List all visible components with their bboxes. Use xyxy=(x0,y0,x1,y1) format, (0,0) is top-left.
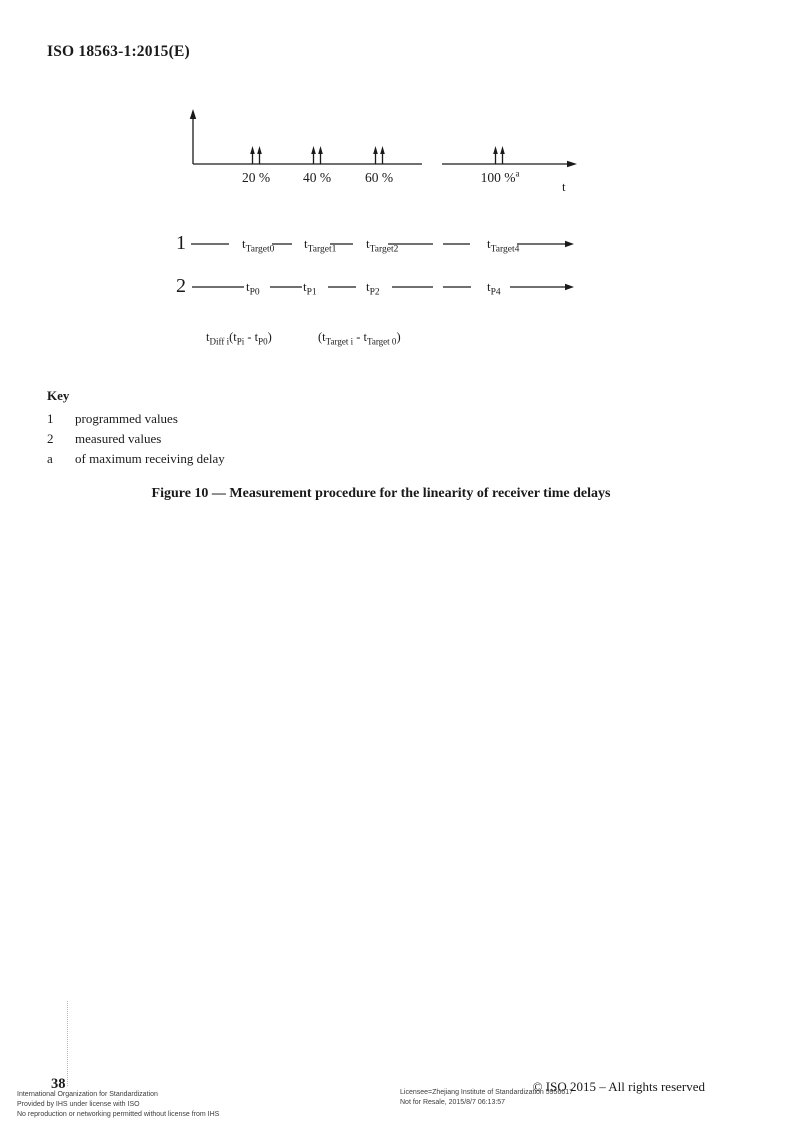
key-item-a xyxy=(47,449,225,469)
footer-ihs-line-2: Provided by IHS under license with ISO xyxy=(17,1101,140,1108)
row2-label-p1: $t_{P1}$ xyxy=(303,279,317,298)
row1-label-target0: $t_{Target0}$ xyxy=(242,236,275,255)
pulse-pair-60 xyxy=(373,146,385,164)
row2-label-p4: $t_{P4}$ xyxy=(487,279,501,298)
key-text-1: programmed values xyxy=(75,411,178,426)
footer-resale-line: Not for Resale, 2015/8/7 06:13:57 xyxy=(400,1099,506,1106)
key-item-1 xyxy=(47,409,225,429)
footer-ihs-line-1: International Organization for Standardization xyxy=(17,1091,158,1098)
pulse-pair-100 xyxy=(493,146,505,164)
footer-ihs-line-3: No reproduction or networking permitted without license from IHS xyxy=(17,1111,220,1118)
figure-caption: Figure 10 — Measurement procedure for the linearity of receiver time delays xyxy=(151,486,611,501)
key-symbol-a: a xyxy=(47,451,53,466)
key-symbol-2: 2 xyxy=(47,431,54,446)
row2-number: 2 xyxy=(176,275,186,297)
row1-label-target2: $t_{Target2}$ xyxy=(366,236,399,255)
key-text-a: of maximum receiving delay xyxy=(75,451,225,466)
footer-copyright: © ISO 2015 – All rights reserved xyxy=(532,1079,705,1094)
row1-label-target1: $t_{Target1}$ xyxy=(304,236,337,255)
tick-label-100: 100 %$^a$ xyxy=(480,168,520,185)
formula-target-difference: $(t_{Target i} - t_{Target 0})$ xyxy=(318,330,401,347)
scan-artifact-dotted-line xyxy=(67,1001,68,1086)
row2-label-p2: $t_{P2}$ xyxy=(366,279,380,298)
figure-10-diagram xyxy=(170,100,610,380)
row1-arrowhead-icon xyxy=(565,241,574,247)
document-id-header: ISO 18563-1:2015(E) xyxy=(47,43,190,60)
pulse-pair-40 xyxy=(311,146,323,164)
tick-label-40: 40 % xyxy=(302,170,332,185)
page-number: 38 xyxy=(51,1076,66,1092)
row1-number: 1 xyxy=(176,232,186,254)
key-symbol-1: 1 xyxy=(47,411,54,426)
y-axis-arrowhead-icon xyxy=(190,109,196,119)
key-title: Key xyxy=(47,388,70,403)
figure-key xyxy=(47,388,225,469)
formula-measured-difference: $t_{Diff i}(t_{Pi} - t_{P0})$ xyxy=(206,330,272,347)
key-item-2 xyxy=(47,429,225,449)
key-text-2: measured values xyxy=(75,431,162,446)
footer-licensee-line: Licensee=Zhejiang Institute of Standardization 5956617 xyxy=(400,1089,573,1096)
row2-arrowhead-icon xyxy=(565,284,574,290)
row1-label-target4: $t_{Target4}$ xyxy=(487,236,520,255)
time-axis-arrowhead-icon xyxy=(567,161,577,167)
tick-label-20: 20 % xyxy=(241,170,271,185)
row2-label-p0: $t_{P0}$ xyxy=(246,279,260,298)
tick-label-60: 60 % xyxy=(364,170,394,185)
pulse-pair-20 xyxy=(250,146,262,164)
footer-ihs-notice xyxy=(17,1090,219,1120)
time-axis-label: t xyxy=(562,179,566,194)
